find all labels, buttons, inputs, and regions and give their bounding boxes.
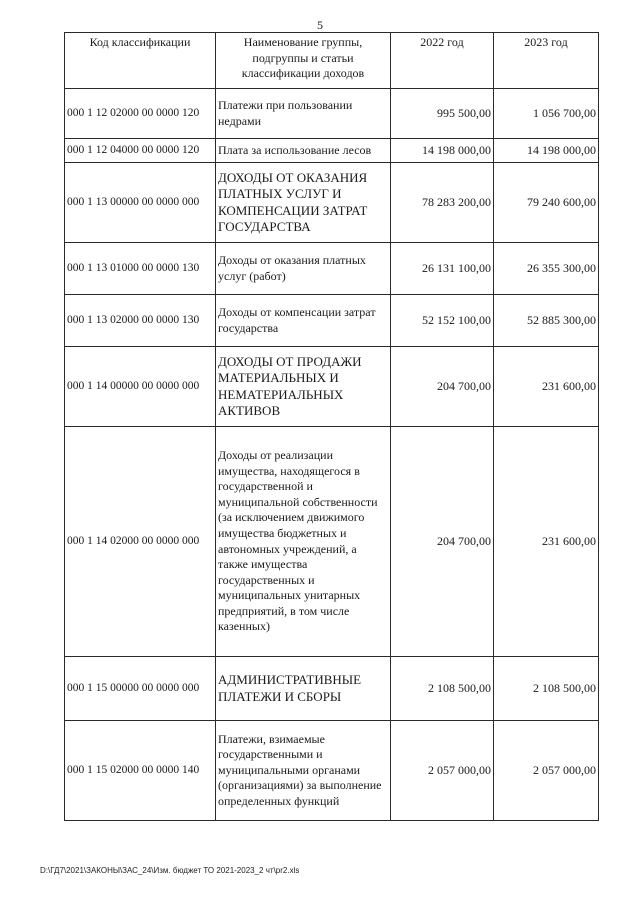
value-2023-cell: 26 355 300,00 [494, 243, 599, 295]
header-name: Наименование группы, подгруппы и статьи классификации доходов [216, 33, 391, 89]
value-2022-cell: 14 198 000,00 [391, 139, 494, 163]
value-2022-cell: 2 057 000,00 [391, 721, 494, 821]
code-cell: 000 1 12 04000 00 0000 120 [65, 139, 216, 163]
name-cell: Доходы от оказания платных услуг (работ) [216, 243, 391, 295]
value-2022-cell: 26 131 100,00 [391, 243, 494, 295]
table-row [65, 243, 599, 295]
name-cell: ДОХОДЫ ОТ ПРОДАЖИ МАТЕРИАЛЬНЫХ И НЕМАТЕРИАЛЬНЫХ АКТИВОВ [216, 347, 391, 427]
value-2023-cell: 14 198 000,00 [494, 139, 599, 163]
header-code: Код классификации [65, 33, 216, 89]
code-cell: 000 1 13 01000 00 0000 130 [65, 243, 216, 295]
name-cell: АДМИНИСТРАТИВНЫЕ ПЛАТЕЖИ И СБОРЫ [216, 657, 391, 721]
table-row [65, 89, 599, 139]
revenue-table [64, 32, 599, 821]
table-row [65, 657, 599, 721]
value-2023-cell: 231 600,00 [494, 427, 599, 657]
file-path-footer: D:\ГД7\2021\ЗАКОНЫ\ЗАС_24\Изм. бюджет ТО 2021-2023_2 чт\pr2.xls [40, 866, 300, 875]
name-cell: Доходы от компенсации затрат государства [216, 295, 391, 347]
header-2023: 2023 год [494, 33, 599, 89]
code-cell: 000 1 15 00000 00 0000 000 [65, 657, 216, 721]
name-cell: ДОХОДЫ ОТ ОКАЗАНИЯ ПЛАТНЫХ УСЛУГ И КОМПЕНСАЦИИ ЗАТРАТ ГОСУДАРСТВА [216, 163, 391, 243]
value-2023-cell: 231 600,00 [494, 347, 599, 427]
table-row [65, 163, 599, 243]
table-row [65, 347, 599, 427]
name-cell: Платежи, взимаемые государственными и муниципальными органами (организациями) за выполнение определенных функций [216, 721, 391, 821]
header-2022: 2022 год [391, 33, 494, 89]
table-row [65, 295, 599, 347]
name-cell: Платежи при пользовании недрами [216, 89, 391, 139]
value-2022-cell: 995 500,00 [391, 89, 494, 139]
value-2023-cell: 79 240 600,00 [494, 163, 599, 243]
name-cell: Доходы от реализации имущества, находящегося в государственной и муниципальной собственности (за исключением движимого имущества бюджетных и автономных учреждений, а также имущества государственных и муниципальных унитарных предприятий, в том числе казенных) [216, 427, 391, 657]
value-2022-cell: 52 152 100,00 [391, 295, 494, 347]
page-number: 5 [317, 18, 323, 32]
value-2023-cell: 2 108 500,00 [494, 657, 599, 721]
value-2022-cell: 204 700,00 [391, 427, 494, 657]
table-row [65, 427, 599, 657]
code-cell: 000 1 14 00000 00 0000 000 [65, 347, 216, 427]
code-cell: 000 1 12 02000 00 0000 120 [65, 89, 216, 139]
value-2023-cell: 2 057 000,00 [494, 721, 599, 821]
table-row [65, 721, 599, 821]
value-2022-cell: 2 108 500,00 [391, 657, 494, 721]
code-cell: 000 1 15 02000 00 0000 140 [65, 721, 216, 821]
name-cell: Плата за использование лесов [216, 139, 391, 163]
table-header-row [65, 33, 599, 89]
value-2022-cell: 78 283 200,00 [391, 163, 494, 243]
code-cell: 000 1 13 02000 00 0000 130 [65, 295, 216, 347]
value-2023-cell: 52 885 300,00 [494, 295, 599, 347]
code-cell: 000 1 14 02000 00 0000 000 [65, 427, 216, 657]
value-2023-cell: 1 056 700,00 [494, 89, 599, 139]
code-cell: 000 1 13 00000 00 0000 000 [65, 163, 216, 243]
table-row [65, 139, 599, 163]
value-2022-cell: 204 700,00 [391, 347, 494, 427]
